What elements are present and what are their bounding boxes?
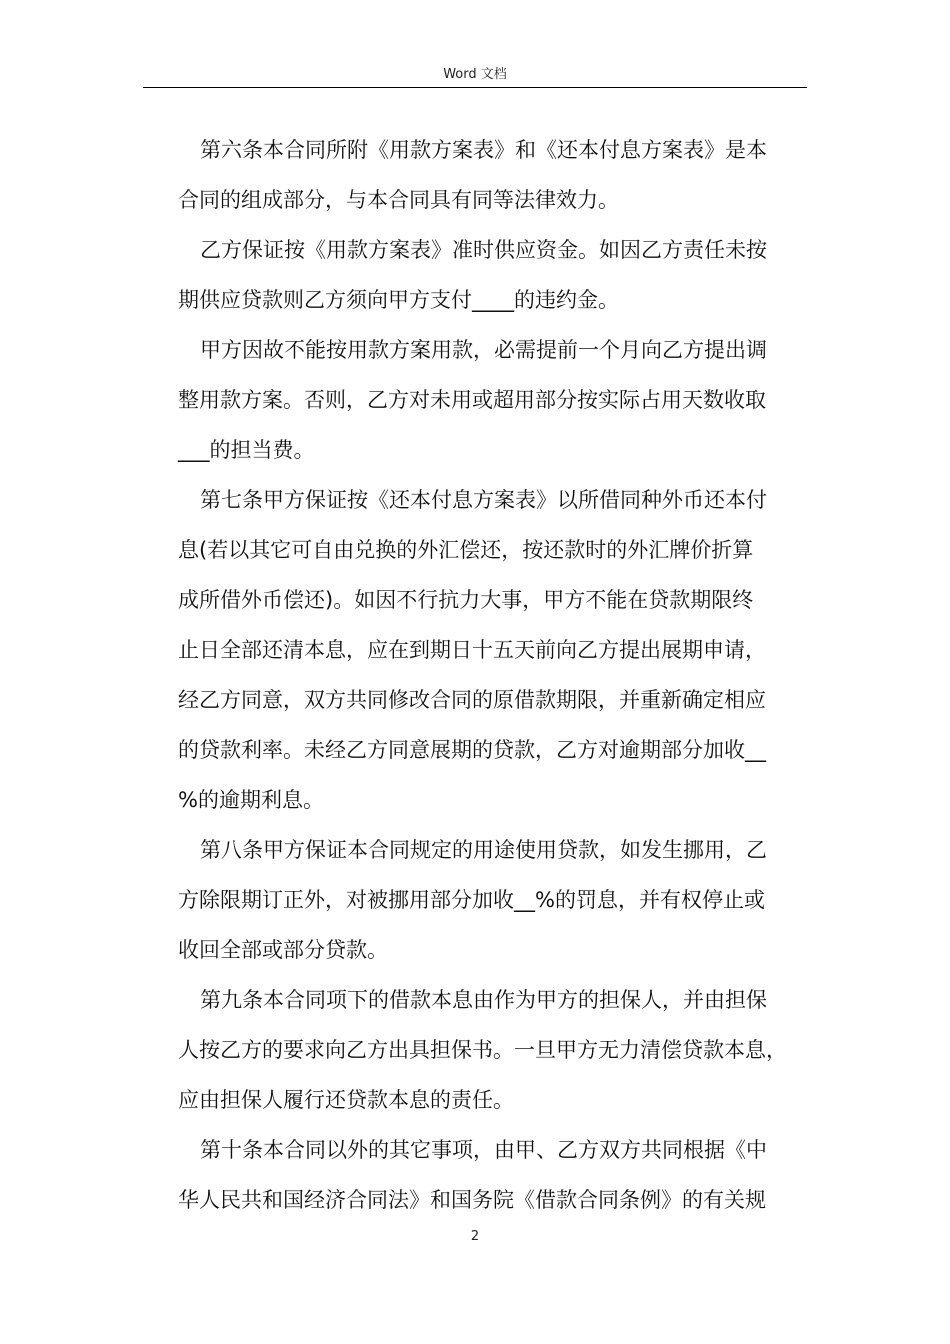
body-line: 成所借外币偿还)。如因不行抗力大事，甲方不能在贷款期限终 xyxy=(178,588,754,612)
body-line: 第七条甲方保证按《还本付息方案表》以所借同种外币还本付 xyxy=(200,488,767,512)
body-line: 第六条本合同所附《用款方案表》和《还本付息方案表》是本 xyxy=(200,138,767,162)
page-header-title: Word 文档 xyxy=(443,67,507,82)
header-divider xyxy=(143,87,807,88)
body-line: 华人民共和国经济合同法》和国务院《借款合同条例》的有关规 xyxy=(178,1188,766,1212)
body-line: 方除限期订正外，对被挪用部分加收__%的罚息，并有权停止或 xyxy=(178,888,765,912)
body-line: 经乙方同意，双方共同修改合同的原借款期限，并重新确定相应 xyxy=(178,688,766,712)
body-line: 第八条甲方保证本合同规定的用途使用贷款，如发生挪用，乙 xyxy=(200,838,767,862)
body-line: 第十条本合同以外的其它事项，由甲、乙方双方共同根据《中 xyxy=(200,1138,767,1162)
body-line: 的贷款利率。未经乙方同意展期的贷款，乙方对逾期部分加收__ xyxy=(178,738,766,762)
body-line: 人按乙方的要求向乙方出具担保书。一旦甲方无力清偿贷款本息， xyxy=(178,1038,787,1062)
body-line: ___的担当费。 xyxy=(178,438,315,462)
body-line: 期供应贷款则乙方须向甲方支付____的违约金。 xyxy=(178,288,619,312)
body-line: 收回全部或部分贷款。 xyxy=(178,938,388,962)
body-line: 应由担保人履行还贷款本息的责任。 xyxy=(178,1088,514,1112)
body-line: 甲方因故不能按用款方案用款，必需提前一个月向乙方提出调 xyxy=(200,338,767,362)
body-line: 乙方保证按《用款方案表》准时供应资金。如因乙方责任未按 xyxy=(200,238,767,262)
body-line: 整用款方案。否则，乙方对未用或超用部分按实际占用天数收取 xyxy=(178,388,766,412)
body-line: 合同的组成部分，与本合同具有同等法律效力。 xyxy=(178,188,619,212)
body-line: 第九条本合同项下的借款本息由作为甲方的担保人，并由担保 xyxy=(200,988,767,1012)
body-line: %的逾期利息。 xyxy=(178,788,324,812)
body-line: 止日全部还清本息，应在到期日十五天前向乙方提出展期申请， xyxy=(178,638,766,662)
body-line: 息(若以其它可自由兑换的外汇偿还，按还款时的外汇牌价折算 xyxy=(178,538,754,562)
page-number: 2 xyxy=(470,1229,480,1244)
